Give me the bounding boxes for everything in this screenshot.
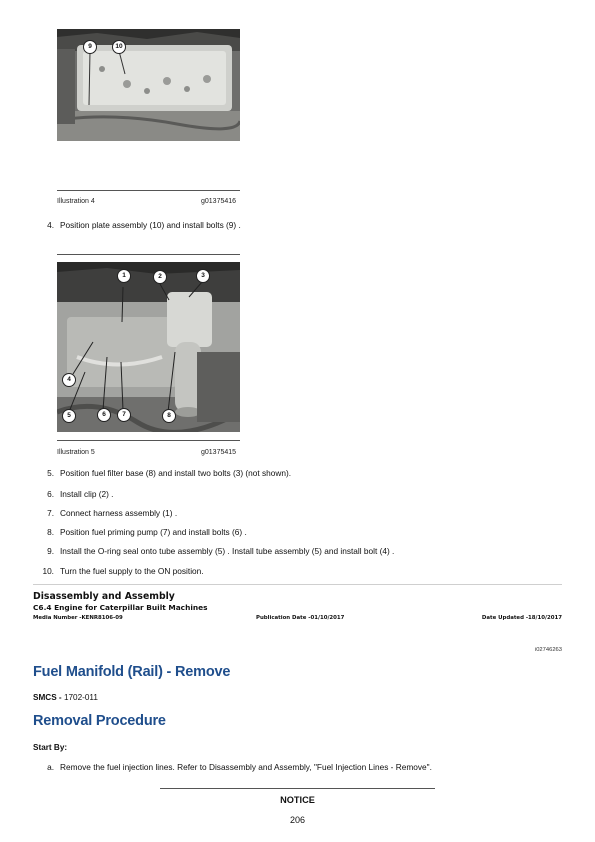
step-text: Install clip (2) . (60, 489, 114, 499)
step-number: 9. (47, 546, 54, 556)
notice-heading: NOTICE (280, 795, 315, 805)
section-title: Disassembly and Assembly (33, 591, 175, 602)
step-text: Connect harness assembly (1) . (60, 508, 178, 518)
step-text: Install the O-ring seal onto tube assembly (5) . Install tube assembly (5) and install bolt (4) . (60, 546, 395, 556)
date-updated: Date Updated -18/10/2017 (481, 615, 562, 621)
page-number: 206 (289, 815, 306, 825)
illustration-5-code: g01375415 (201, 449, 237, 456)
callout-6: 6 (97, 408, 111, 422)
illustration-4-rule (57, 190, 240, 191)
callout-5: 5 (62, 409, 76, 423)
step-5 (36, 468, 291, 478)
step-8 (36, 527, 247, 537)
illustration-5-rule (57, 440, 240, 441)
callout-7: 7 (117, 408, 131, 422)
smcs-label: SMCS - (33, 693, 64, 702)
step-number: 10. (42, 566, 54, 576)
step-number: 4. (47, 220, 54, 230)
engine-title: C6.4 Engine for Caterpillar Built Machines (33, 603, 208, 612)
step-4 (36, 220, 241, 230)
illustration-5-image (57, 262, 240, 432)
step-text: Position plate assembly (10) and install bolts (9) . (60, 220, 241, 230)
illustration-4-image (57, 29, 240, 141)
start-by-label: Start By: (33, 743, 68, 752)
step-10 (36, 566, 204, 576)
step-number: 8. (47, 527, 54, 537)
step-number: 7. (47, 508, 54, 518)
fuel-filter-photo (57, 262, 240, 432)
illustration-4-label: Illustration 4 (57, 198, 95, 205)
callout-3: 3 (196, 269, 210, 283)
step-text: Position fuel filter base (8) and install two bolts (3) (not shown). (60, 468, 292, 478)
media-number: Media Number -KENR8106-09 (33, 615, 123, 621)
step-text: Remove the fuel injection lines. Refer to Disassembly and Assembly, "Fuel Injection Lines - Remove". (60, 762, 432, 772)
callout-4: 4 (62, 373, 76, 387)
callout-10: 10 (112, 40, 126, 54)
page-title: Fuel Manifold (Rail) - Remove (33, 664, 231, 680)
step-text: Turn the fuel supply to the ON position. (60, 566, 204, 576)
illustration-5-label: Illustration 5 (57, 449, 95, 456)
callout-1: 1 (117, 269, 131, 283)
illustration-4-code: g01375416 (201, 198, 237, 205)
illustration-5-top-rule (57, 254, 240, 255)
step-letter: a. (47, 762, 54, 772)
step-a (36, 762, 432, 772)
step-number: 5. (47, 468, 54, 478)
removal-procedure-heading: Removal Procedure (33, 713, 166, 729)
callout-9: 9 (83, 40, 97, 54)
step-9 (36, 546, 394, 556)
callout-8: 8 (162, 409, 176, 423)
step-number: 6. (47, 489, 54, 499)
step-7 (36, 508, 177, 518)
document-id: i02746263 (534, 647, 562, 653)
smcs-code: 1702-011 (63, 693, 98, 702)
publication-date: Publication Date -01/10/2017 (256, 615, 345, 621)
callout-2: 2 (153, 270, 167, 284)
section-divider (33, 584, 562, 585)
step-6 (36, 489, 113, 499)
notice-rule (160, 788, 435, 789)
smcs-line (33, 693, 98, 702)
step-text: Position fuel priming pump (7) and install bolts (6) . (60, 527, 247, 537)
